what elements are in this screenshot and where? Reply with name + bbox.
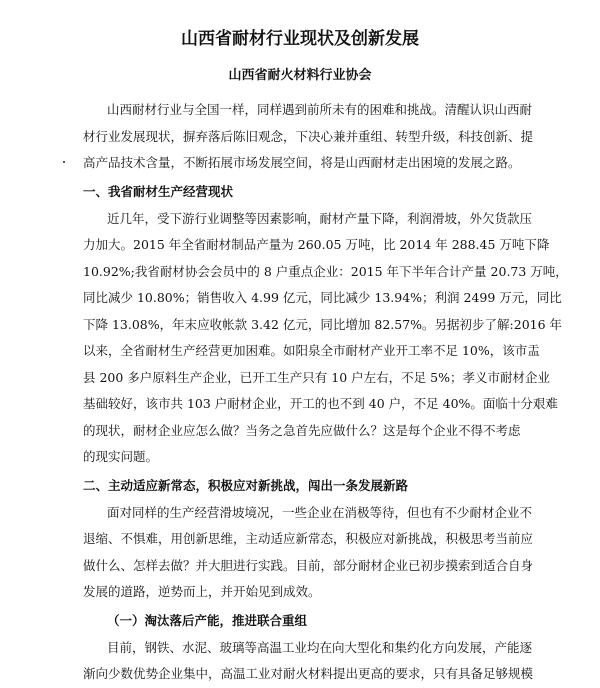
text-line: 力加大。2015 年全省耐材制品产量为 260.05 万吨，比 2014 年 288.45 万吨下降 [83,237,550,252]
scan-speck [63,161,65,163]
text-line: 以来，全省耐材生产经营更加困难。如阳泉全市耐材产业开工率不足 10%，该市盂 [83,343,540,358]
document-title: 山西省耐材行业现状及创新发展 [181,29,419,49]
text-line: 渐向少数优势企业集中，高温工业对耐火材料提出更高的要求，只有具备足够规模 [83,666,534,681]
paragraph-intro [83,97,534,177]
text-line: 近几年，受下游行业调整等因素影响，耐材产量下降，利润滑坡，外欠货款压 [107,210,533,226]
text-line: 目前，钢铁、水泥、玻璃等高温工业均在向大型化和集约化方向发展，产能逐 [107,639,533,655]
text-line: 面对同样的生产经营滑坡境况，一些企业在消极等待，但也有不少耐材企业不 [107,504,533,520]
document-author: 山西省耐火材料行业协会 [228,68,372,83]
text-line: 做什么、怎样去做？并大胆进行实践。目前，部分耐材企业已初步摸索到适合自身 [83,557,534,573]
text-line: 县 200 多户原料生产企业，已开工生产只有 10 户左右，不足 5%；孝义市耐材企业 [83,369,550,385]
subsection-heading-1: （一）淘汰落后产能，推进联合重组 [107,612,308,628]
document-body [83,97,568,688]
text-line: 发展的道路，逆势而上，并开始见到成效。 [83,584,321,599]
text-line: 山西耐材行业与全国一样，同样遇到前所未有的困难和挑战。清醒认识山西耐 [107,102,533,117]
paragraph-status [83,206,568,471]
text-line: 退缩、不惧难，用创新思维，主动适应新常态，积极应对新挑战，积极思考当前应 [83,531,534,546]
paragraph-restructure [83,635,534,688]
text-line: 基础较好，该市共 103 户耐材企业，开工的也不到 40 户，不足 40%。面临十分艰难 [83,396,558,411]
section-heading-2: 二、主动适应新常态，积极应对新挑战，闯出一条发展新路 [83,477,409,493]
text-line: 的现实问题。 [83,449,159,464]
section-heading-1: 一、我省耐材生产经营现状 [83,183,234,199]
paragraph-adapt [83,500,534,606]
text-line: 10.92%;我省耐材协会会员中的 8 户重点企业：2015 年下半年合计产量 20.73 万吨， [83,263,568,279]
text-line: 下降 13.08%，年末应收帐款 3.42 亿元，同比增加 82.57%。另据初步了解:2016 年 [83,316,563,332]
text-line: 同比减少 10.80%；销售收入 4.99 亿元，同比减少 13.94%；利润 2499 万元，同比 [83,290,562,305]
text-line: 高产品技术含量，不断拓展市场发展空间，将是山西耐材走出困境的发展之路。 [83,155,521,170]
text-line: 材行业发展现状，摒弃落后陈旧观念，下决心兼并重组、转型升级，科技创新、提 [83,128,534,144]
text-line: 的现状，耐材企业应怎么做？当务之急首先应做什么？这是每个企业不得不考虑 [83,422,521,438]
